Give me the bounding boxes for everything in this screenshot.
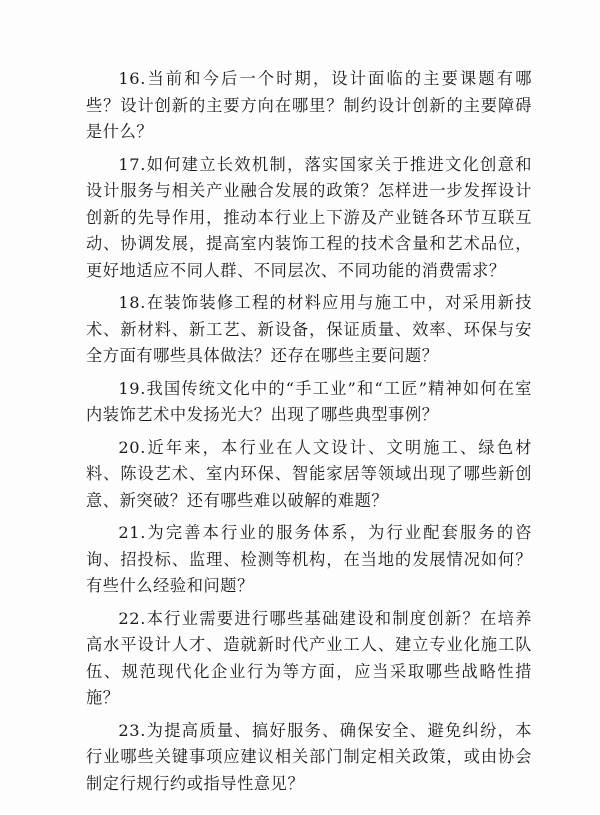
question-22: 22.本行业需要进行哪些基础建设和制度创新？在培养高水平设计人才、造就新时代产业工人、建立专业化施工队伍、规范现代化企业行为等方面，应当采取哪些战略性措施？ — [86, 608, 532, 707]
question-20: 20.近年来，本行业在人文设计、文明施工、绿色材料、陈设艺术、室内环保、智能家居等领域出现了哪些新创意、新突破？还有哪些难以破解的难题？ — [86, 437, 532, 510]
question-21: 21.为完善本行业的服务体系，为行业配套服务的咨询、招投标、监理、检测等机构，在当地的发展情况如何？有些什么经验和问题？ — [86, 523, 532, 595]
question-list — [86, 66, 532, 803]
question-18: 18.在装饰装修工程的材料应用与施工中，对采用新技术、新材料、新工艺、新设备，保证质量、效率、环保与安全方面有哪些具体做法？还存在哪些主要问题？ — [86, 293, 532, 365]
question-16: 16.当前和今后一个时期，设计面临的主要课题有哪些？设计创新的主要方向在哪里？制约设计创新的主要障碍是什么？ — [86, 69, 532, 141]
question-19: 19.我国传统文化中的“手工业”和“工匠”精神如何在室内装饰艺术中发扬光大？出现了哪些典型事例？ — [86, 378, 532, 424]
question-23: 23.为提高质量、搞好服务、确保安全、避免纠纷，本行业哪些关键事项应建议相关部门制定相关政策，或由协会制定行规行约或指导性意见？ — [86, 720, 532, 793]
question-17: 17.如何建立长效机制，落实国家关于推进文化创意和设计服务与相关产业融合发展的政策？怎样进一步发挥设计创新的先导作用，推动本行业上下游及产业链各环节互联互动、协调发展，提高室内装饰工程的技术含量和艺术品位，更好地适应不同人群、不同层次、不同功能的消费需求？ — [86, 154, 532, 280]
